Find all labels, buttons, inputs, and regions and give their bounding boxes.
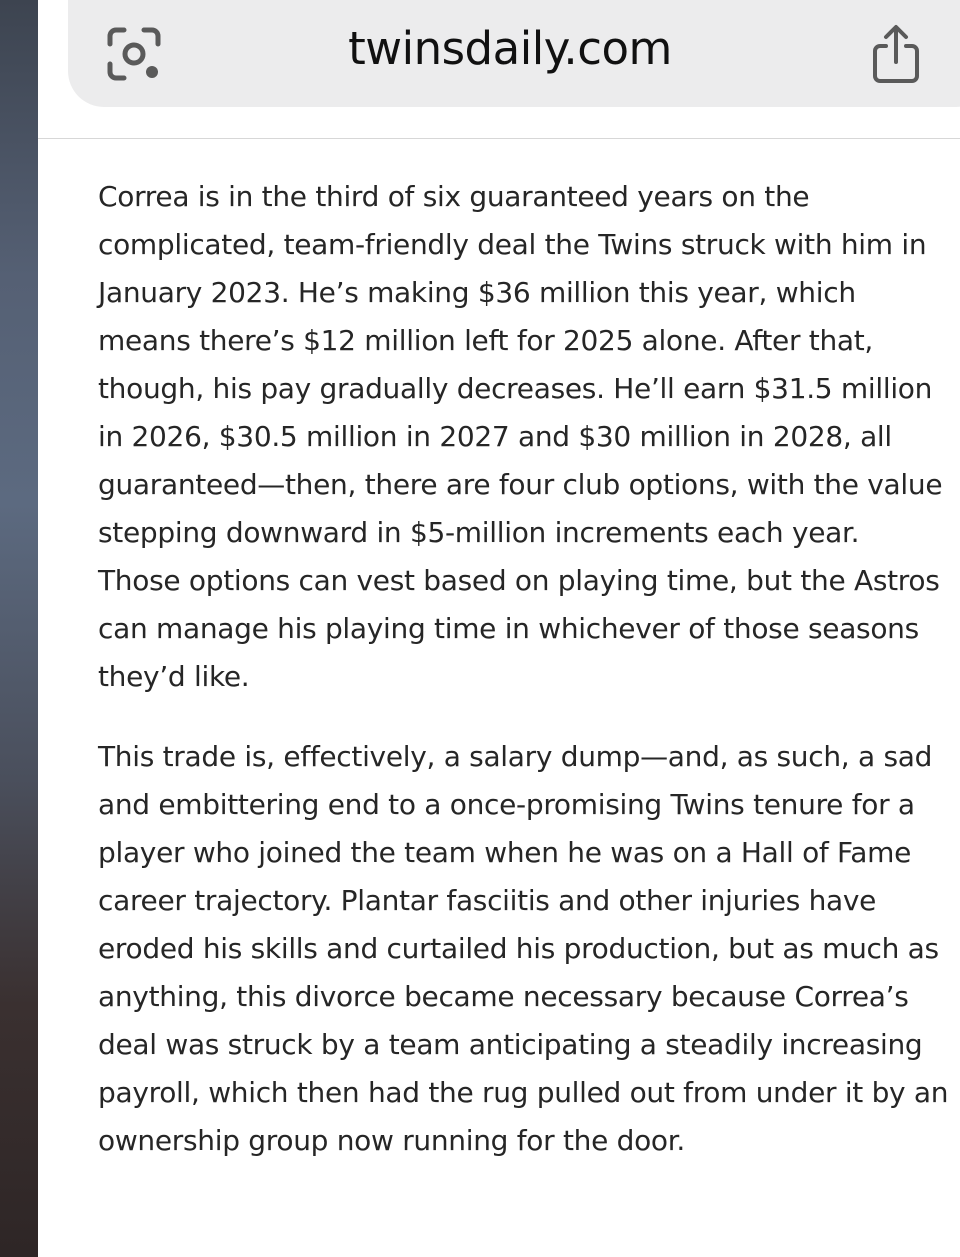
article-paragraph: This trade is, effectively, a salary dump—and, as such, a sad and embittering end to a once-promising Twins tenure for a player who joined the team when he was on a Hall of Fame career trajectory. Plantar fasciitis and other injuries have eroded his skills and curtailed his production, but as much as anything, this divorce became necessary because Correa’s deal was struck by a team anticipating a steadily increasing payroll, which then had the rug pulled out from under it by an ownership group now running for the door. <box>98 740 949 1157</box>
article-paragraph: Correa is in the third of six guaranteed years on the complicated, team-friendly deal the Twins struck with him in January 2023. He’s making $36 million this year, which means there’s $12 million left for 2025 alone. After that, though, his pay gradually decreases. He’ll earn $31.5 million in 2026, $30.5 million in 2027 and $30 million in 2028, all guaranteed—then, there are four club options, with the value stepping downward in $5-million increments each year. Those options can vest based on playing time, but the Astros can manage his playing time in whichever of those seasons they’d like. <box>98 180 943 693</box>
browser-header <box>38 0 960 139</box>
article-body <box>38 139 960 1257</box>
url-text[interactable]: twinsdaily.com <box>348 22 672 75</box>
address-bar[interactable] <box>68 0 960 107</box>
background-window-edge <box>0 0 38 1257</box>
share-icon[interactable] <box>866 22 926 86</box>
